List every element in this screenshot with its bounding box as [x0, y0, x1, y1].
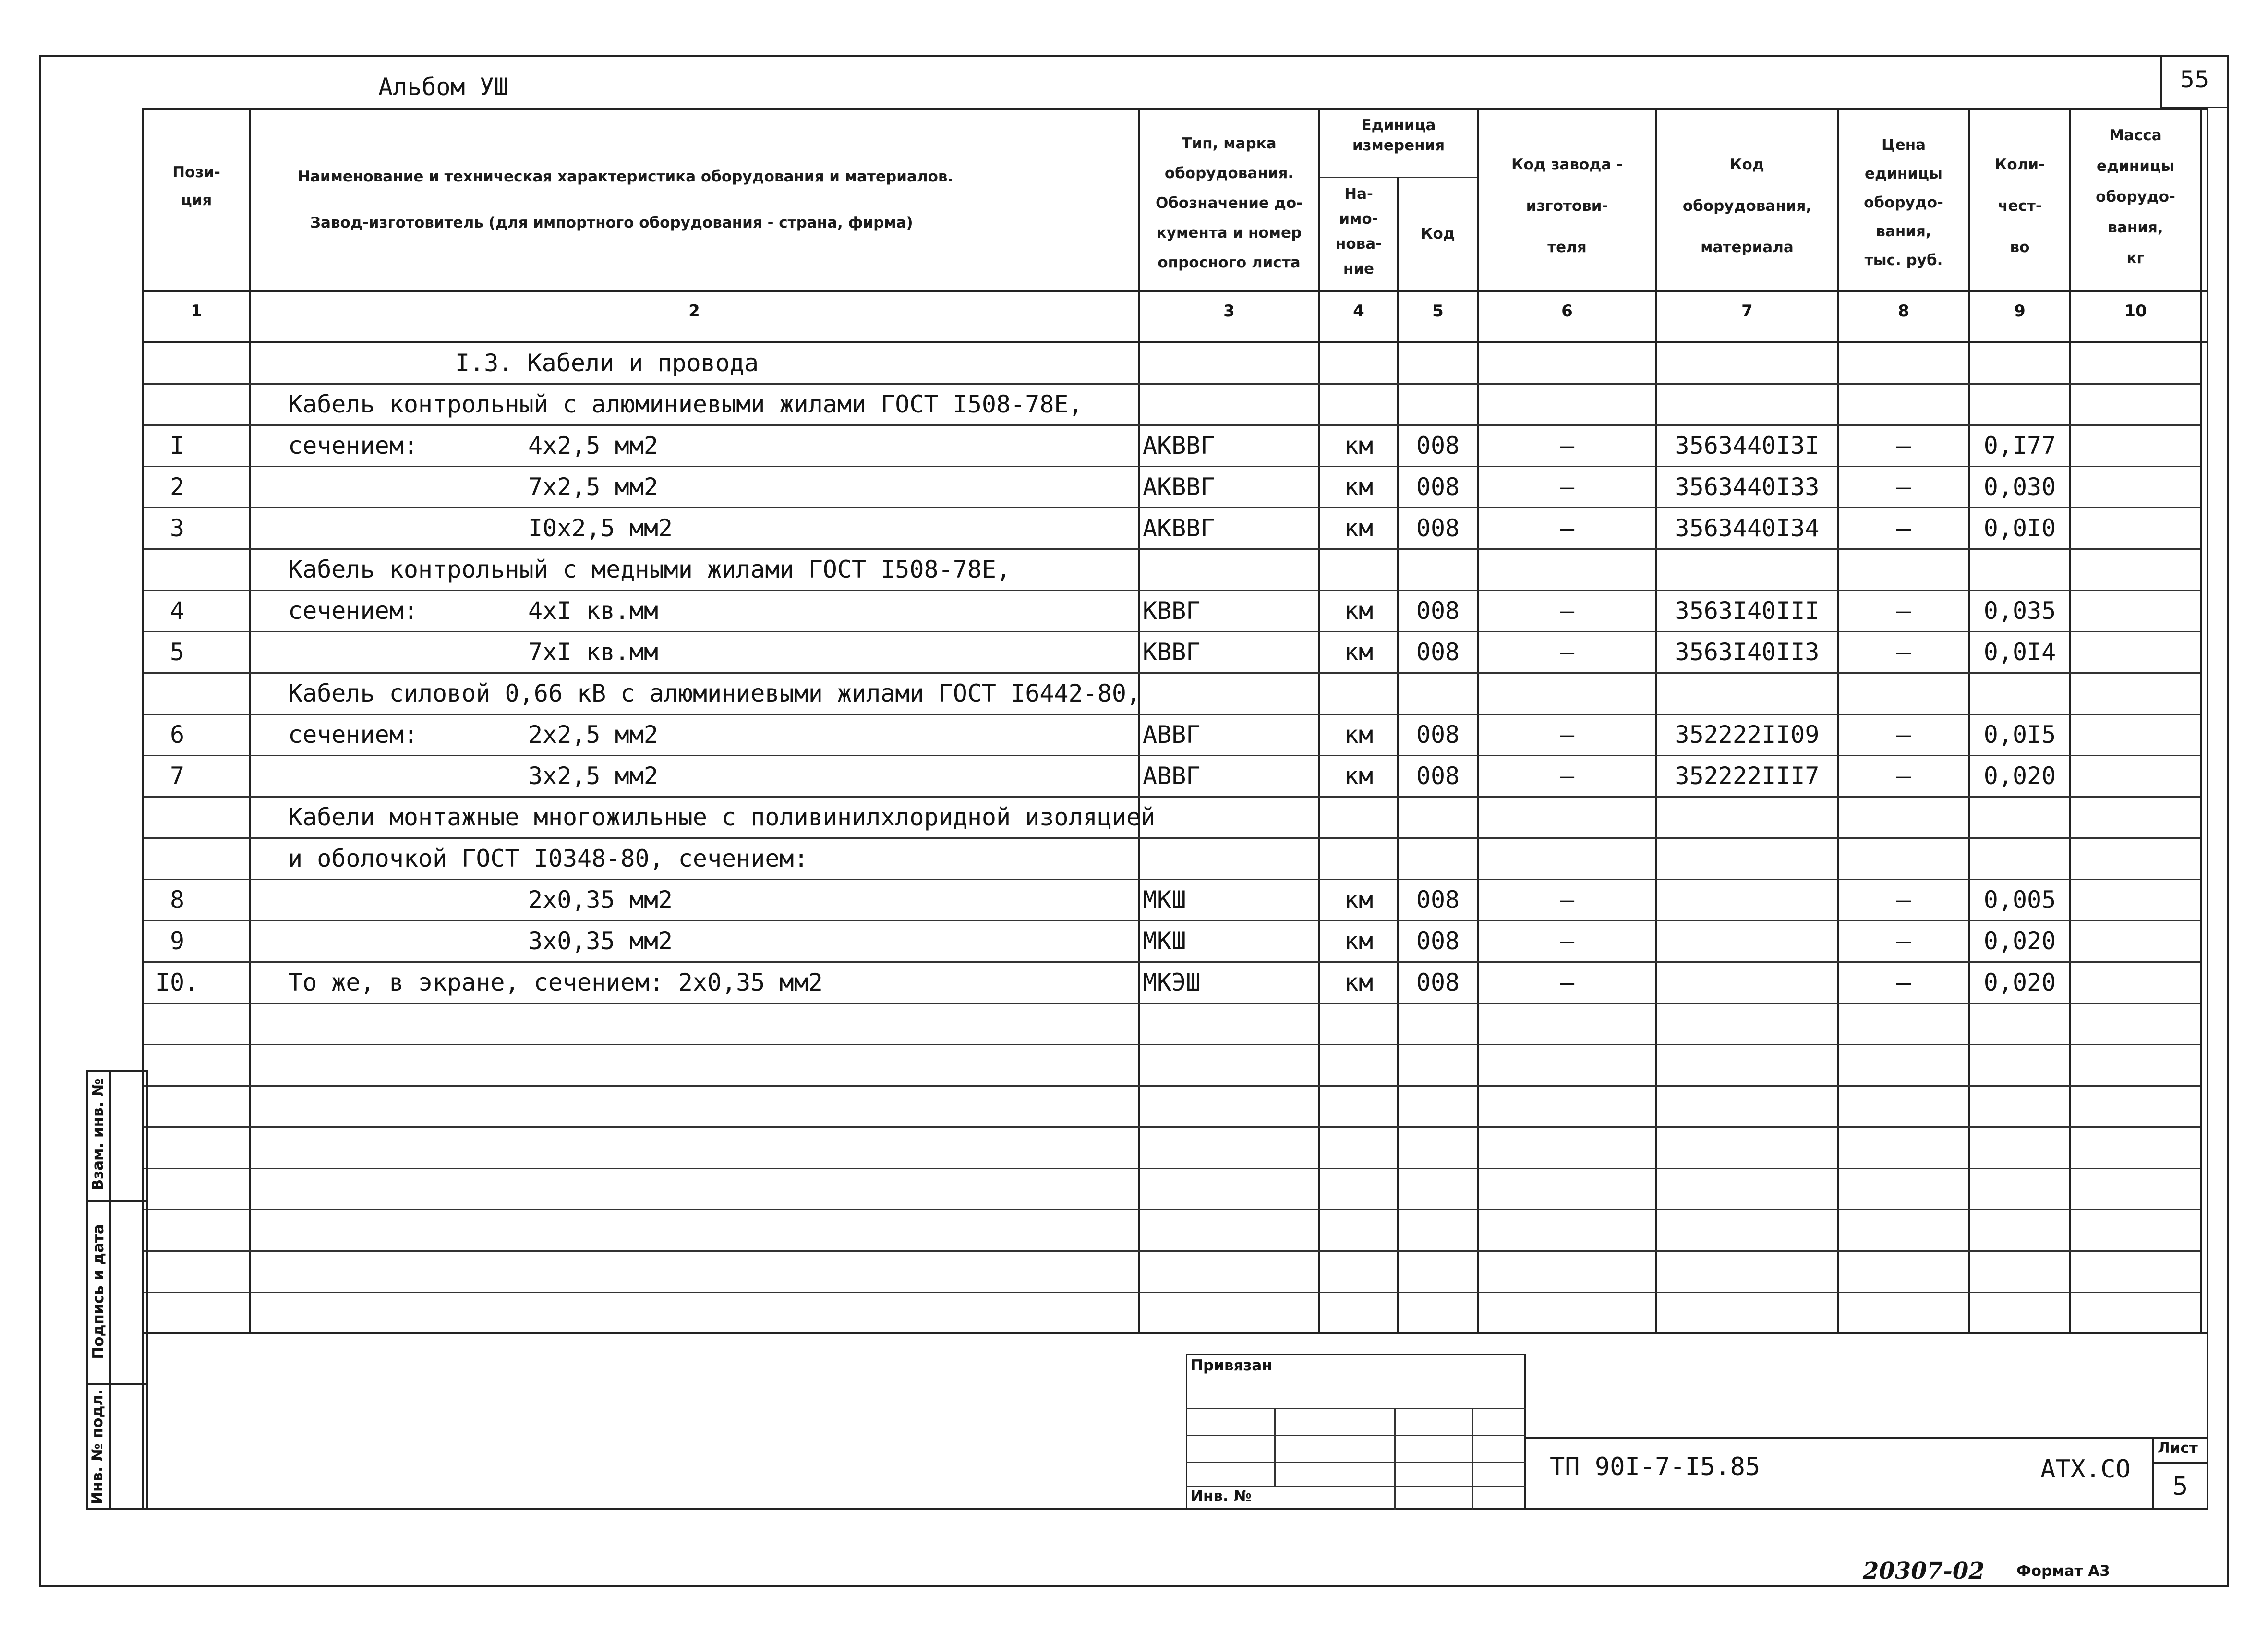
table-cell-name: сечением: — [288, 432, 418, 460]
table-cell-type: МКШ — [1143, 927, 1186, 955]
col-line-2 — [1138, 108, 1140, 1333]
table-cell-unit: км — [1344, 432, 1374, 460]
table-cell-code: 008 — [1416, 432, 1460, 460]
header-col10: Масса единицы оборудо- вания, кг — [2096, 127, 2175, 267]
title-block-top-line — [1526, 1437, 2208, 1439]
table-cell-spec: 2х0,35 мм2 — [528, 886, 673, 914]
row-divider-line — [144, 1168, 2200, 1169]
table-cell-type: МКЭШ — [1143, 968, 1201, 996]
row-divider-line — [144, 1126, 2200, 1128]
row-divider-line — [144, 507, 2200, 508]
table-cell-name: и оболочкой ГОСТ I0348-80, сечением: — [288, 845, 808, 872]
row-divider-line — [144, 879, 2200, 880]
row-divider-line — [144, 590, 2200, 591]
row-divider-line — [144, 631, 2200, 632]
table-cell-qty: 0,020 — [1983, 927, 2056, 955]
table-cell-pos: 7 — [169, 762, 185, 790]
table-cell-qty: 0,0I4 — [1983, 638, 2056, 666]
table-cell-spec: I0х2,5 мм2 — [528, 514, 673, 542]
col-number-9: 9 — [2014, 302, 2026, 321]
table-cell-code: 008 — [1416, 473, 1460, 501]
document-code: ТП 90I-7-I5.85 — [1550, 1452, 1761, 1481]
table-cell-qty: 0,0I0 — [1983, 514, 2056, 542]
document-mark: АТХ.СО — [2040, 1455, 2131, 1484]
handwritten-number: 20307-02 — [1863, 1558, 1985, 1585]
table-cell-spec: 4х2,5 мм2 — [528, 432, 658, 460]
header-bottom-line — [142, 290, 2208, 292]
side-label-vzam: Взам. инв. № — [89, 1078, 107, 1191]
row-divider-line — [144, 1209, 2200, 1210]
table-cell-qty: 0,0I5 — [1983, 721, 2056, 749]
privyazan-col-1 — [1274, 1408, 1276, 1486]
table-cell-equip: 3563440I33 — [1675, 473, 1820, 501]
col-number-7: 7 — [1741, 302, 1753, 321]
table-cell-name: Кабели монтажные многожильные с поливинилхлоридной изоляцией — [288, 803, 1156, 831]
table-cell-equip: 3563I40III — [1675, 597, 1820, 625]
table-cell-code: 008 — [1416, 927, 1460, 955]
inv-no-label: Инв. № — [1191, 1488, 1252, 1505]
privyazan-line-2 — [1186, 1435, 1526, 1436]
sheet-label: Лист — [2158, 1439, 2198, 1457]
table-cell-price: – — [1896, 927, 1911, 955]
table-cell-equip: 352222II09 — [1675, 721, 1820, 749]
table-cell-unit: км — [1344, 762, 1374, 790]
table-cell-spec: 2х2,5 мм2 — [528, 721, 658, 749]
row-divider-line — [144, 961, 2200, 963]
table-cell-price: – — [1896, 762, 1911, 790]
side-label-podpis: Подпись и дата — [90, 1224, 107, 1359]
table-cell-qty: 0,020 — [1983, 762, 2056, 790]
privyazan-line-3 — [1186, 1462, 1526, 1463]
table-cell-type: АКВВГ — [1143, 473, 1215, 501]
header-col5: Код — [1421, 225, 1455, 242]
table-cell-pos: 6 — [169, 721, 185, 749]
table-cell-price: – — [1896, 638, 1911, 666]
row-divider-line — [144, 837, 2200, 839]
header-col7: Код оборудования, материала — [1682, 156, 1812, 256]
table-cell-pos: 4 — [169, 597, 185, 625]
header-col6: Код завода - изготови- теля — [1511, 156, 1623, 256]
table-cell-price: – — [1896, 597, 1911, 625]
table-cell-plant: – — [1559, 927, 1575, 955]
table-cell-spec: 3х2,5 мм2 — [528, 762, 658, 790]
table-cell-qty: 0,035 — [1983, 597, 2056, 625]
table-cell-qty: 0,005 — [1983, 886, 2056, 914]
table-cell-plant: – — [1559, 638, 1575, 666]
table-body-bottom-line — [142, 1332, 2208, 1334]
table-cell-name: Кабель контрольный с алюминиевыми жилами ГОСТ I508-78Е, — [288, 390, 1083, 418]
col-line-1 — [249, 108, 251, 1333]
row-divider-line — [144, 920, 2200, 921]
table-cell-qty: 0,030 — [1983, 473, 2056, 501]
col-number-8: 8 — [1898, 302, 1909, 321]
format-label: Формат А3 — [2016, 1562, 2110, 1580]
table-cell-code: 008 — [1416, 886, 1460, 914]
privyazan-col-2 — [1394, 1408, 1396, 1510]
table-cell-type: АКВВГ — [1143, 514, 1215, 542]
header-col4: На- имо- нова- ние — [1335, 185, 1382, 278]
table-cell-equip: 3563440I34 — [1675, 514, 1820, 542]
row-divider-line — [144, 1044, 2200, 1045]
header-col3: Тип, марка оборудования. Обозначение до- кумента и номер опросного листа — [1155, 135, 1303, 271]
table-cell-type: АКВВГ — [1143, 432, 1215, 460]
col-line-9 — [2069, 108, 2071, 1333]
table-cell-type: АВВГ — [1143, 721, 1201, 749]
table-cell-code: 008 — [1416, 721, 1460, 749]
table-cell-name: Кабель силовой 0,66 кВ с алюминиевыми жилами ГОСТ I6442-80, — [288, 679, 1141, 707]
table-cell-equip: 3563I40II3 — [1675, 638, 1820, 666]
table-cell-plant: – — [1559, 968, 1575, 996]
table-cell-plant: – — [1559, 597, 1575, 625]
table-cell-type: КВВГ — [1143, 638, 1201, 666]
header-unit-group: Единица измерения — [1352, 117, 1445, 154]
table-cell-equip: 3563440I3I — [1675, 432, 1820, 460]
table-cell-spec: 7хI кв.мм — [528, 638, 658, 666]
table-cell-code: 008 — [1416, 514, 1460, 542]
table-cell-pos: I0. — [155, 968, 199, 996]
table-cell-spec: 7х2,5 мм2 — [528, 473, 658, 501]
page-number: 55 — [2180, 66, 2209, 93]
col-number-3: 3 — [1223, 302, 1235, 321]
side-strip-divider — [109, 1070, 111, 1510]
table-cell-plant: – — [1559, 886, 1575, 914]
table-cell-unit: км — [1344, 927, 1374, 955]
table-cell-qty: 0,020 — [1983, 968, 2056, 996]
row-divider-line — [144, 383, 2200, 385]
privyazan-line-1 — [1186, 1408, 1526, 1409]
table-cell-price: – — [1896, 473, 1911, 501]
table-cell-type: КВВГ — [1143, 597, 1201, 625]
col-number-6: 6 — [1561, 302, 1573, 321]
table-cell-plant: – — [1559, 432, 1575, 460]
table-cell-unit: км — [1344, 514, 1374, 542]
row-divider-line — [144, 755, 2200, 756]
table-cell-spec: 4хI кв.мм — [528, 597, 658, 625]
table-cell-price: – — [1896, 432, 1911, 460]
table-cell-price: – — [1896, 968, 1911, 996]
table-cell-type: АВВГ — [1143, 762, 1201, 790]
table-cell-pos: 3 — [169, 514, 185, 542]
row-divider-line — [144, 1003, 2200, 1004]
table-cell-plant: – — [1559, 514, 1575, 542]
table-cell-name: сечением: — [288, 597, 418, 625]
table-cell-unit: км — [1344, 638, 1374, 666]
sheet-number: 5 — [2172, 1472, 2188, 1501]
table-cell-price: – — [1896, 721, 1911, 749]
row-divider-line — [144, 1250, 2200, 1252]
table-cell-unit: км — [1344, 968, 1374, 996]
table-cell-qty: 0,I77 — [1983, 432, 2056, 460]
album-label: Альбом УШ — [378, 73, 508, 101]
col-number-4: 4 — [1353, 302, 1364, 321]
table-cell-code: 008 — [1416, 638, 1460, 666]
col-number-5: 5 — [1432, 302, 1444, 321]
table-cell-plant: – — [1559, 762, 1575, 790]
privyazan-line-4 — [1186, 1486, 1526, 1487]
table-cell-plant: – — [1559, 721, 1575, 749]
number-row-bottom-line — [142, 341, 2208, 343]
table-cell-pos: I — [169, 432, 185, 460]
row-divider-line — [144, 548, 2200, 550]
table-cell-pos: 2 — [169, 473, 185, 501]
table-cell-code: 008 — [1416, 597, 1460, 625]
col-line-10 — [2200, 108, 2202, 1333]
table-cell-code: 008 — [1416, 968, 1460, 996]
row-divider-line — [144, 1085, 2200, 1087]
table-cell-unit: км — [1344, 473, 1374, 501]
table-cell-pos: 5 — [169, 638, 185, 666]
table-cell-price: – — [1896, 886, 1911, 914]
col-number-10: 10 — [2124, 302, 2147, 321]
header-col2: Наименование и техническая характеристика оборудования и материалов. Завод-изготовитель (для импортного оборудования - страна, фирма) — [298, 168, 953, 231]
row-divider-line — [144, 714, 2200, 715]
table-cell-equip: 352222III7 — [1675, 762, 1820, 790]
col-number-1: 1 — [191, 302, 202, 321]
header-col9: Коли- чест- во — [1995, 156, 2045, 256]
row-divider-line — [144, 424, 2200, 426]
table-cell-type: МКШ — [1143, 886, 1186, 914]
row-divider-line — [144, 796, 2200, 798]
side-label-inv: Инв. № подл. — [89, 1389, 106, 1504]
table-cell-price: – — [1896, 514, 1911, 542]
row-divider-line — [144, 1292, 2200, 1293]
table-cell-name: I.3. Кабели и провода — [455, 349, 759, 377]
table-cell-code: 008 — [1416, 762, 1460, 790]
table-cell-unit: км — [1344, 721, 1374, 749]
table-cell-name: сечением: — [288, 721, 418, 749]
table-cell-name: Кабель контрольный с медными жилами ГОСТ I508-78Е, — [288, 556, 1011, 583]
header-col8: Цена единицы оборудо- вания, тыс. руб. — [1864, 136, 1943, 269]
row-divider-line — [144, 466, 2200, 467]
row-divider-line — [144, 672, 2200, 674]
table-cell-pos: 9 — [169, 927, 185, 955]
privyazan-label: Привязан — [1191, 1357, 1272, 1374]
table-cell-unit: км — [1344, 597, 1374, 625]
privyazan-col-3 — [1472, 1408, 1473, 1510]
table-cell-name: То же, в экране, сечением: 2х0,35 мм2 — [288, 968, 823, 996]
header-col1: Пози- ция — [172, 164, 220, 209]
table-cell-pos: 8 — [169, 886, 185, 914]
table-cell-spec: 3х0,35 мм2 — [528, 927, 673, 955]
table-cell-unit: км — [1344, 886, 1374, 914]
col-number-2: 2 — [688, 302, 700, 321]
table-cell-plant: – — [1559, 473, 1575, 501]
sheet-box-divider — [2152, 1462, 2208, 1464]
